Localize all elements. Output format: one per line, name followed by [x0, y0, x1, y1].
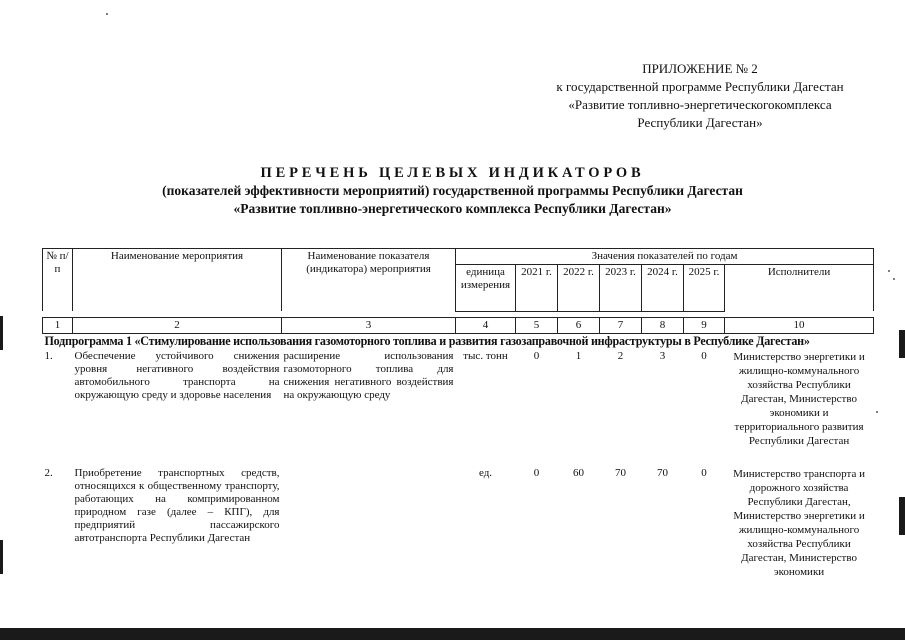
- scan-speck: [876, 411, 878, 413]
- value-cell: 1: [575, 349, 582, 362]
- scan-mark-left: [0, 540, 3, 574]
- column-number: 1: [43, 317, 73, 333]
- table-row: [43, 449, 874, 580]
- document-subtitle: «Развитие топливно-энергетического комплекса Республики Дагестан»: [233, 201, 672, 216]
- header-num: № п/п: [43, 249, 73, 312]
- unit-cell: ед.: [478, 466, 493, 479]
- scan-speck: [106, 13, 108, 15]
- measure-name: Приобретение транспортных средств, относящихся к общественному транспорту, работающих на компримированном природном газе (далее – КПГ), для предприятий пассажирского автотранспорта Республики Дагестан: [74, 466, 280, 544]
- appendix-title: ПРИЛОЖЕНИЕ № 2: [642, 61, 758, 76]
- header-row: [43, 249, 874, 265]
- column-number: 3: [282, 317, 456, 333]
- header-year: 2022 г.: [558, 265, 600, 312]
- value-cell: 3: [659, 349, 666, 362]
- value-cell: 0: [701, 349, 707, 362]
- document-title: ПЕРЕЧЕНЬ ЦЕЛЕВЫХ ИНДИКАТОРОВ: [260, 165, 645, 181]
- value-cell: 0: [701, 466, 707, 479]
- scan-mark-left: [0, 316, 3, 350]
- indicator-name: [282, 449, 456, 580]
- column-number: 5: [516, 317, 558, 333]
- header-year: 2021 г.: [516, 265, 558, 312]
- value-cell: 70: [615, 466, 626, 479]
- indicator-name: расширение использования газомоторного топлива для снижения негативного воздействия на окружающую среду: [283, 349, 454, 401]
- document-subtitle: (показателей эффективности мероприятий) государственной программы Республики Дагестан: [162, 183, 743, 198]
- value-cell: 0: [533, 349, 540, 362]
- column-number: 8: [642, 317, 684, 333]
- measure-name: Обеспечение устойчивого снижения уровня негативного воздействия автомобильного транспорта на окружающую среду и здоровье населения: [74, 349, 280, 401]
- header-unit: единица измерения: [456, 265, 516, 312]
- column-number: 10: [725, 317, 874, 333]
- scan-mark-right: [899, 330, 905, 358]
- column-number-row: [43, 317, 874, 333]
- header-indicator: Наименование показателя (индикатора) мероприятия: [282, 249, 456, 312]
- value-cell: 70: [657, 466, 668, 479]
- header-measure: Наименование мероприятия: [73, 249, 282, 312]
- appendix-line: к государственной программе Республики Дагестан: [556, 79, 844, 94]
- header-year: 2023 г.: [600, 265, 642, 312]
- subprogram-row: [43, 333, 874, 349]
- value-cell: 0: [533, 466, 540, 479]
- appendix-line: Республики Дагестан»: [637, 115, 763, 130]
- value-cell: 2: [617, 349, 624, 362]
- unit-cell: тыс. тонн: [463, 349, 508, 362]
- header-year: 2025 г.: [684, 265, 725, 312]
- executors-cell: Министерство энергетики и жилищно-коммунального хозяйства Республики Дагестан, Министерство экономики и территориального развития Республики Дагестан: [733, 350, 865, 447]
- table-row: [43, 349, 874, 449]
- subprogram-title: Подпрограмма 1 «Стимулирование использования газомоторного топлива и развития газозаправочной инфраструктуры в Республике Дагестан»: [44, 333, 810, 348]
- scan-speck: [888, 270, 890, 272]
- header-executors: Исполнители: [725, 265, 874, 312]
- row-number: 2.: [44, 466, 53, 479]
- column-number: 9: [684, 317, 725, 333]
- appendix-block: [520, 60, 880, 132]
- header-values-group: Значения показателей по годам: [456, 249, 874, 265]
- row-number: 1.: [44, 349, 53, 362]
- column-number: 2: [73, 317, 282, 333]
- scan-edge-bottom: [0, 628, 905, 640]
- executors-cell: Министерство транспорта и дорожного хозяйства Республики Дагестан, Министерство энергетики и жилищно-коммунального хозяйства Республики Дагестан, Министерство экономики: [733, 467, 865, 578]
- column-number: 6: [558, 317, 600, 333]
- column-number: 7: [600, 317, 642, 333]
- indicators-table: [42, 248, 874, 580]
- scan-speck: [893, 278, 895, 280]
- header-year: 2024 г.: [642, 265, 684, 312]
- appendix-line: «Развитие топливно-энергетическогокомплекса: [568, 97, 832, 112]
- column-number: 4: [456, 317, 516, 333]
- value-cell: 60: [573, 466, 584, 479]
- scan-mark-right: [899, 497, 905, 535]
